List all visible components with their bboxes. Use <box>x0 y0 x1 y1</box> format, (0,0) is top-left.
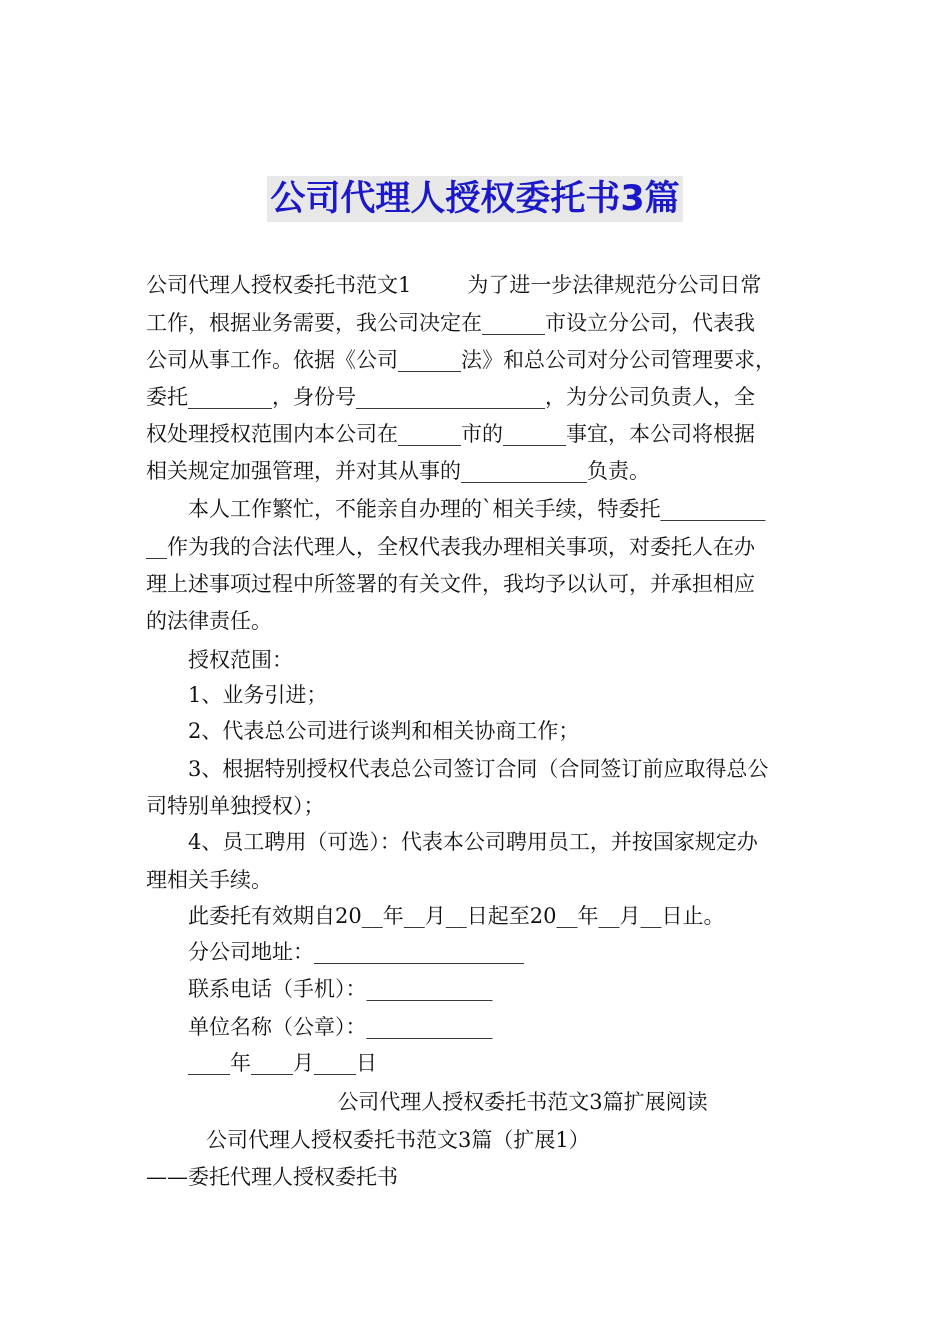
company-seal-field: 单位名称（公章）：____________ <box>188 1015 493 1039</box>
phone-field: 联系电话（手机）：____________ <box>188 977 493 1001</box>
list-item: 1、业务引进； <box>188 683 328 707</box>
paragraph-line: 的法律责任。 <box>146 609 272 633</box>
paragraph-line: 相关规定加强管理，并对其从事的____________负责。 <box>146 459 650 483</box>
extended-reading-heading: 公司代理人授权委托书范文3篇扩展阅读 <box>337 1090 708 1114</box>
extended-subheading: 公司代理人授权委托书范文3篇（扩展1） <box>206 1128 590 1152</box>
paragraph-line: 工作，根据业务需要，我公司决定在______市设立分公司，代表我 <box>146 311 755 335</box>
validity-period: 此委托有效期自20__年__月__日起至20__年__月__日止。 <box>188 904 725 928</box>
list-item-continued: 理相关手续。 <box>146 868 272 892</box>
paragraph-line: __作为我的合法代理人，全权代表我办理相关事项，对委托人在办 <box>146 535 755 559</box>
paragraph-line: 委托________，身份号__________________，为分公司负责人，全 <box>146 385 755 409</box>
paragraph-line: 权处理授权范围内本公司在______市的______事宜，本公司将根据 <box>146 422 755 446</box>
date-field: ____年____月____日 <box>188 1051 377 1075</box>
list-item-continued: 司特别单独授权）； <box>146 794 325 818</box>
paragraph-line <box>146 266 816 304</box>
paragraph-line: 公司从事工作。依据《公司______法》和总公司对分公司管理要求， <box>146 348 776 372</box>
section-heading: 公司代理人授权委托书范文1 <box>146 273 412 297</box>
list-item: 4、员工聘用（可选）：代表本公司聘用员工，并按国家规定办 <box>188 830 758 854</box>
paragraph-line: 理上述事项过程中所签署的有关文件，我均予以认可，并承担相应 <box>146 572 755 596</box>
list-item: 3、根据特别授权代表总公司签订合同（合同签订前应取得总公 <box>188 757 769 781</box>
branch-address-field: 分公司地址：____________________ <box>188 940 524 964</box>
list-item: 2、代表总公司进行谈判和相关协商工作； <box>188 719 580 743</box>
document-title: 公司代理人授权委托书3篇 <box>267 176 682 222</box>
extended-title: ——委托代理人授权委托书 <box>146 1165 398 1189</box>
title-wrap <box>0 176 950 222</box>
section-label: 授权范围： <box>188 648 293 672</box>
text-span: 为了进一步法律规范分公司日常 <box>467 273 762 297</box>
paragraph-line: 本人工作繁忙，不能亲自办理的`相关手续，特委托__________ <box>188 497 766 521</box>
